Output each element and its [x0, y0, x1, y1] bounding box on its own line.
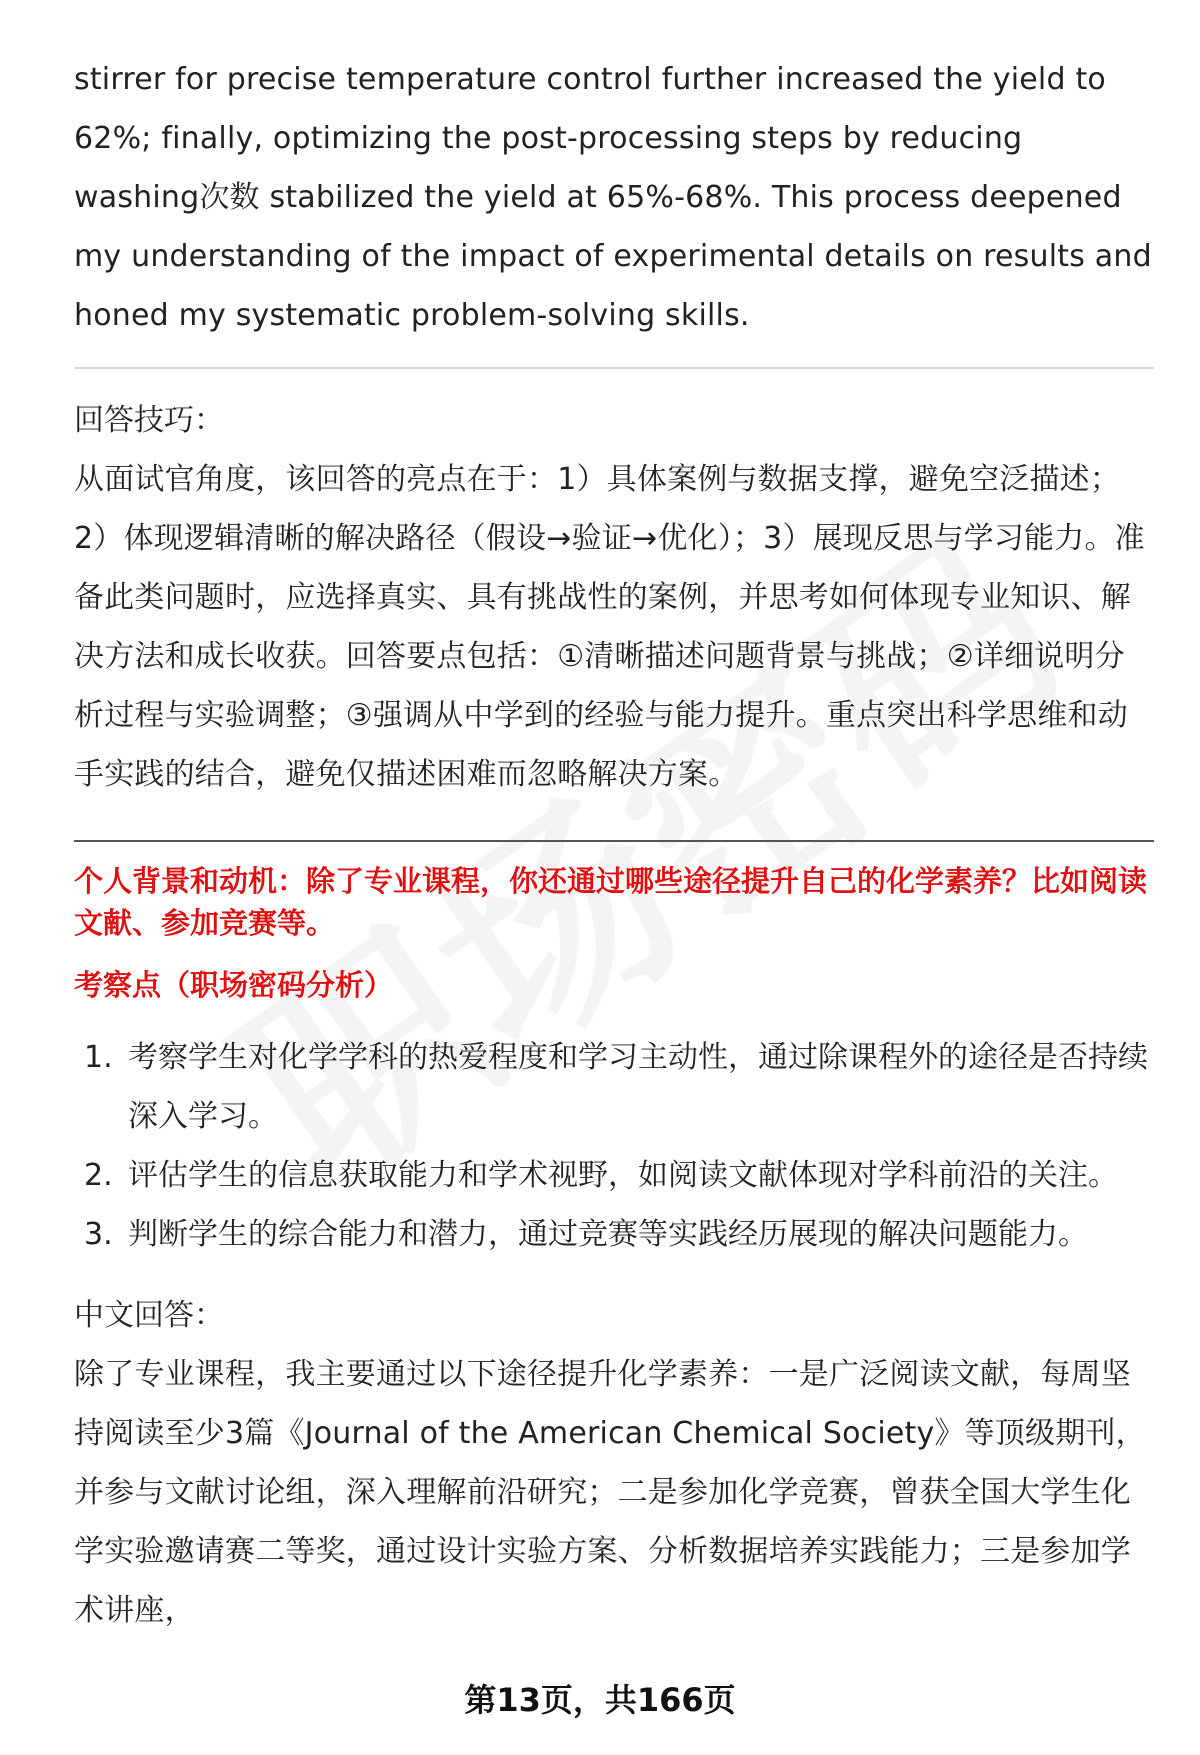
list-item	[74, 1146, 1154, 1205]
list-item-text: 考察学生对化学学科的热爱程度和学习主动性，通过除课程外的途径是否持续深入学习。	[128, 1040, 1148, 1134]
analysis-points-list	[74, 1028, 1154, 1264]
list-item-number: 3.	[84, 1217, 113, 1252]
analysis-heading: 考察点（职场密码分析）	[74, 968, 394, 1002]
intro-paragraph: stirrer for precise temperature control further increased the yield to 62%; finally, optimizing the post-processing steps by reducing washing次数 stabilized the yield at 65%-68%. This process deepened my understanding of the impact of experimental details on results and honed my systematic problem-solving skills.	[74, 62, 1152, 333]
document-page	[74, 50, 1154, 1640]
list-item-text: 判断学生的综合能力和潜力，通过竞赛等实践经历展现的解决问题能力。	[128, 1217, 1088, 1252]
list-item	[74, 1028, 1154, 1146]
answer-label: 中文回答：	[74, 1298, 224, 1333]
page-footer: 第13页，共166页	[464, 1681, 736, 1719]
question-heading: 个人背景和动机：除了专业课程，你还通过哪些途径提升自己的化学素养？比如阅读文献、参加竞赛等。	[74, 864, 1148, 940]
list-item-number: 2.	[84, 1158, 113, 1193]
tips-paragraph: 从面试官角度，该回答的亮点在于：1）具体案例与数据支撑，避免空泛描述；2）体现逻辑清晰的解决路径（假设→验证→优化）；3）展现反思与学习能力。准备此类问题时，应选择真实、具有挑战性的案例，并思考如何体现专业知识、解决方法和成长收获。回答要点包括：①清晰描述问题背景与挑战；②详细说明分析过程与实验调整；③强调从中学到的经验与能力提升。重点突出科学思维和动手实践的结合，避免仅描述困难而忽略解决方案。	[74, 462, 1145, 792]
answer-paragraph: 除了专业课程，我主要通过以下途径提升化学素养：一是广泛阅读文献，每周坚持阅读至少3篇《Journal of the American Chemical Society》等顶级期刊，并参与文献讨论组，深入理解前沿研究；二是参加化学竞赛，曾获全国大学生化学实验邀请赛二等奖，通过设计实验方案、分析数据培养实践能力；三是参加学术讲座，	[74, 1357, 1146, 1628]
tips-label: 回答技巧：	[74, 403, 224, 438]
list-item	[74, 1205, 1154, 1264]
list-item-text: 评估学生的信息获取能力和学术视野，如阅读文献体现对学科前沿的关注。	[128, 1158, 1118, 1193]
list-item-number: 1.	[84, 1040, 113, 1075]
